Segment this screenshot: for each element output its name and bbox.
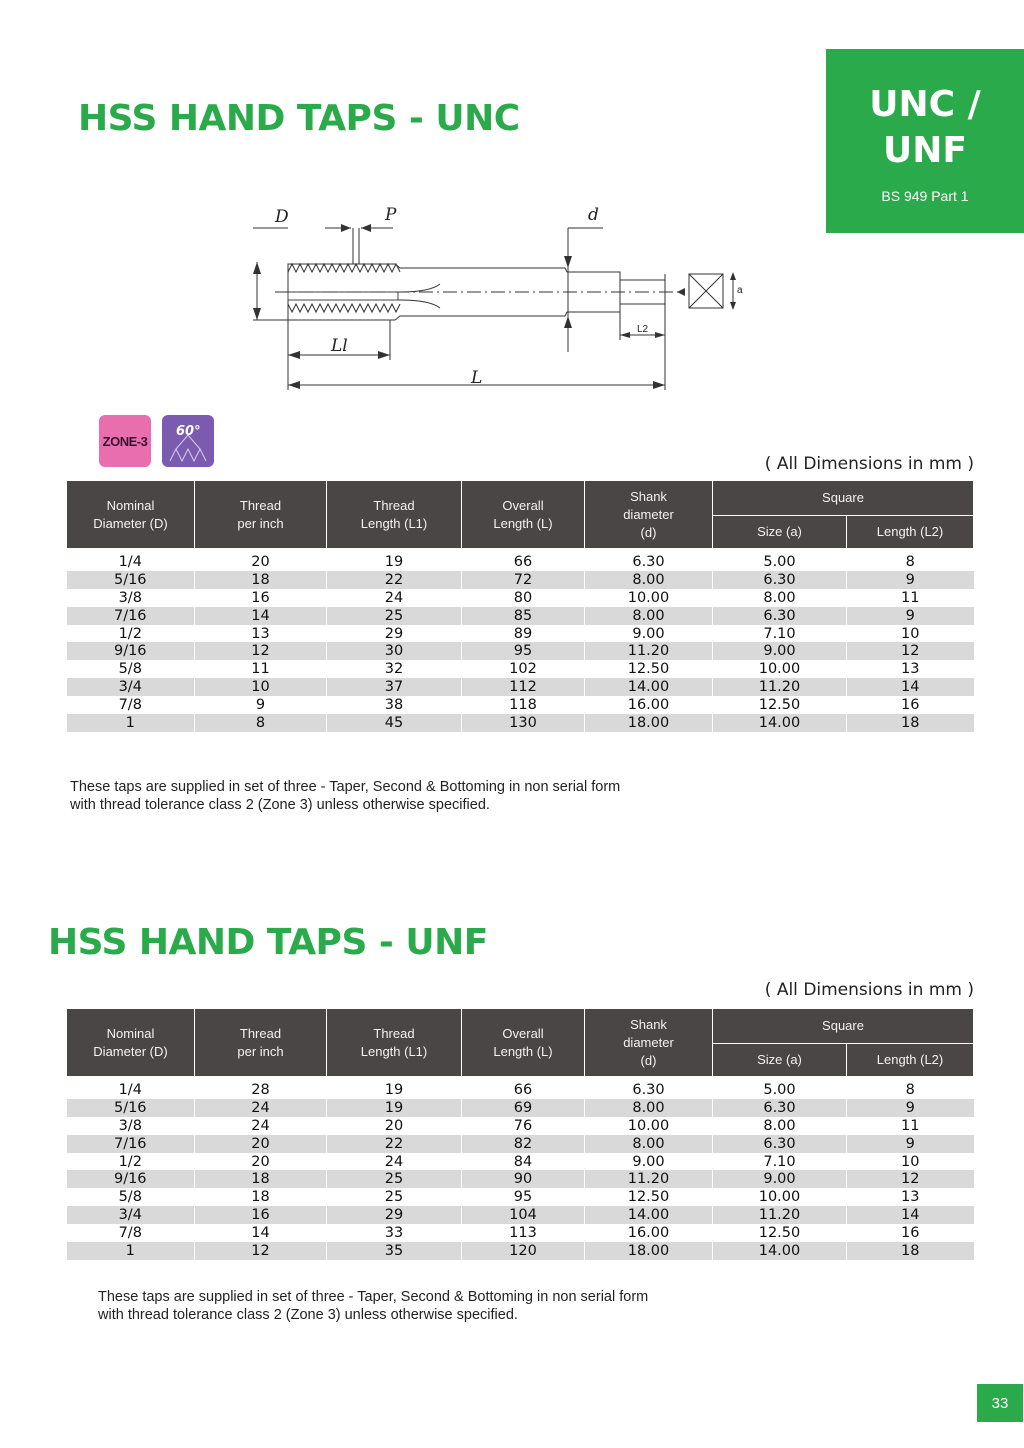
cell-threads-per-inch: 20 bbox=[195, 549, 327, 571]
cell-nominal-diameter: 1/4 bbox=[118, 553, 142, 570]
cell-nominal-diameter: 1/2 bbox=[118, 1153, 142, 1170]
flute-band bbox=[288, 292, 398, 300]
cell-shank-diameter: 8.00 bbox=[585, 607, 713, 625]
cell-overall-length: 66 bbox=[462, 549, 585, 571]
cell-overall-length: 84 bbox=[462, 1153, 585, 1171]
cell-overall-length: 76 bbox=[462, 1117, 585, 1135]
table-row bbox=[67, 589, 974, 607]
table-row bbox=[67, 678, 974, 696]
cell-shank-diameter: 11.20 bbox=[585, 1170, 713, 1188]
cell-nominal-diameter: 7/16 bbox=[67, 607, 195, 625]
cell-threads-per-inch: 28 bbox=[195, 1077, 327, 1099]
unf-spec-table bbox=[66, 1008, 974, 1260]
cell-square-length: 11 bbox=[847, 1117, 974, 1135]
cell-overall-length: 104 bbox=[462, 1206, 585, 1224]
table-row bbox=[67, 1170, 974, 1188]
cell-square-size: 7.10 bbox=[713, 625, 847, 643]
header-nominal-diameter: Nominal Diameter (D) bbox=[67, 481, 195, 549]
dim-label-L2: L2 bbox=[637, 324, 649, 335]
cell-thread-length: 20 bbox=[327, 1117, 462, 1135]
dim-label-L1: Ll bbox=[331, 336, 348, 356]
cell-shank-diameter: 14.00 bbox=[585, 1206, 713, 1224]
cell-thread-length: 35 bbox=[327, 1242, 462, 1260]
cell-threads-per-inch: 18 bbox=[195, 571, 327, 589]
thread-teeth-bottom bbox=[288, 304, 400, 312]
cell-nominal-diameter: 5/16 bbox=[67, 571, 195, 589]
cell-thread-length: 37 bbox=[327, 678, 462, 696]
cell-nominal-diameter: 7/8 bbox=[118, 697, 142, 714]
cell-square-length: 14 bbox=[847, 1206, 974, 1224]
cell-square-size: 9.00 bbox=[713, 642, 847, 660]
table-row bbox=[67, 1077, 974, 1099]
cell-nominal-diameter: 3/4 bbox=[67, 678, 195, 696]
cell-square-size: 8.00 bbox=[713, 589, 847, 607]
cell-overall-length: 90 bbox=[462, 1170, 585, 1188]
cell-square-length: 10 bbox=[847, 625, 974, 643]
cell-square-length: 8 bbox=[847, 549, 974, 571]
unc-spec-table bbox=[66, 480, 974, 732]
table-row bbox=[67, 1188, 974, 1206]
cell-overall-length: 112 bbox=[462, 678, 585, 696]
cell-shank-diameter: 11.20 bbox=[585, 642, 713, 660]
cell-threads-per-inch: 13 bbox=[195, 625, 327, 643]
cell-shank-diameter: 6.30 bbox=[585, 549, 713, 571]
cell-square-length: 13 bbox=[847, 660, 974, 678]
cell-square-length: 9 bbox=[847, 571, 974, 589]
corner-label-line2: UNF bbox=[883, 130, 967, 171]
header-overall-length: Overall Length (L) bbox=[462, 1009, 585, 1077]
header-square: Square bbox=[713, 1009, 974, 1044]
cell-shank-diameter: 18.00 bbox=[585, 714, 713, 732]
cell-overall-length: 95 bbox=[462, 1188, 585, 1206]
cell-square-length: 11 bbox=[847, 589, 974, 607]
cell-square-length: 9 bbox=[847, 1099, 974, 1117]
cell-thread-length: 38 bbox=[327, 696, 462, 714]
cell-thread-length: 19 bbox=[327, 1099, 462, 1117]
thread-teeth-top bbox=[288, 264, 400, 272]
cell-threads-per-inch: 24 bbox=[195, 1099, 327, 1117]
cell-square-size: 5.00 bbox=[713, 1077, 847, 1099]
cell-overall-length: 102 bbox=[462, 660, 585, 678]
cell-overall-length: 118 bbox=[462, 696, 585, 714]
unf-dimensions-note: ( All Dimensions in mm ) bbox=[764, 980, 974, 1000]
corner-label-standard: BS 949 Part 1 bbox=[881, 188, 969, 204]
cell-overall-length: 72 bbox=[462, 571, 585, 589]
cell-overall-length: 130 bbox=[462, 714, 585, 732]
cell-thread-length: 22 bbox=[327, 1135, 462, 1153]
table-row bbox=[67, 1117, 974, 1135]
cell-thread-length: 24 bbox=[327, 1153, 462, 1171]
unc-footnote-line2: with thread tolerance class 2 (Zone 3) unless otherwise specified. bbox=[70, 797, 490, 813]
cell-square-size: 9.00 bbox=[713, 1170, 847, 1188]
cell-square-length: 12 bbox=[847, 642, 974, 660]
header-overall-length: Overall Length (L) bbox=[462, 481, 585, 549]
cell-square-length: 16 bbox=[847, 696, 974, 714]
cell-thread-length: 22 bbox=[327, 571, 462, 589]
header-square-size: Size (a) bbox=[713, 1044, 847, 1077]
cell-shank-diameter: 10.00 bbox=[585, 589, 713, 607]
cell-square-size: 10.00 bbox=[713, 1188, 847, 1206]
thread-angle-badge bbox=[162, 415, 214, 467]
cell-thread-length: 45 bbox=[327, 714, 462, 732]
header-threads-per-inch: Thread per inch bbox=[195, 1009, 327, 1077]
cell-overall-length: 66 bbox=[462, 1077, 585, 1099]
header-square-size: Size (a) bbox=[713, 516, 847, 549]
dim-label-a: a bbox=[737, 285, 743, 296]
table-row bbox=[67, 607, 974, 625]
header-nominal-diameter: Nominal Diameter (D) bbox=[67, 1009, 195, 1077]
cell-threads-per-inch: 20 bbox=[195, 1135, 327, 1153]
cell-shank-diameter: 8.00 bbox=[585, 1135, 713, 1153]
cell-shank-diameter: 8.00 bbox=[585, 1099, 713, 1117]
cell-threads-per-inch: 18 bbox=[195, 1188, 327, 1206]
cell-threads-per-inch: 10 bbox=[195, 678, 327, 696]
page-number: 33 bbox=[977, 1384, 1023, 1422]
table-row bbox=[67, 1206, 974, 1224]
cell-thread-length: 25 bbox=[327, 1170, 462, 1188]
cell-thread-length: 30 bbox=[327, 642, 462, 660]
cell-thread-length: 25 bbox=[327, 1188, 462, 1206]
tap-dimension-diagram bbox=[245, 200, 765, 400]
cell-thread-length: 32 bbox=[327, 660, 462, 678]
cell-nominal-diameter: 1/2 bbox=[118, 625, 142, 642]
zone-3-badge bbox=[99, 415, 151, 467]
cell-square-length: 10 bbox=[847, 1153, 974, 1171]
cell-shank-diameter: 9.00 bbox=[585, 1153, 713, 1171]
cell-square-size: 6.30 bbox=[713, 607, 847, 625]
table-row bbox=[67, 1099, 974, 1117]
cell-square-size: 14.00 bbox=[713, 714, 847, 732]
cell-shank-diameter: 14.00 bbox=[585, 678, 713, 696]
table-row bbox=[67, 625, 974, 643]
header-threads-per-inch: Thread per inch bbox=[195, 481, 327, 549]
cell-shank-diameter: 16.00 bbox=[585, 1224, 713, 1242]
cell-nominal-diameter: 9/16 bbox=[67, 1170, 195, 1188]
unf-footnote bbox=[98, 1288, 648, 1324]
cell-overall-length: 120 bbox=[462, 1242, 585, 1260]
cell-square-size: 14.00 bbox=[713, 1242, 847, 1260]
cell-nominal-diameter: 1 bbox=[67, 1242, 195, 1260]
cell-overall-length: 113 bbox=[462, 1224, 585, 1242]
cell-nominal-diameter: 3/4 bbox=[67, 1206, 195, 1224]
cell-shank-diameter: 10.00 bbox=[585, 1117, 713, 1135]
cell-overall-length: 69 bbox=[462, 1099, 585, 1117]
cell-shank-diameter: 12.50 bbox=[585, 1188, 713, 1206]
cell-square-size: 8.00 bbox=[713, 1117, 847, 1135]
thread-angle-icon bbox=[162, 415, 214, 467]
dim-label-P: P bbox=[385, 205, 397, 225]
cell-shank-diameter: 12.50 bbox=[585, 660, 713, 678]
cell-shank-diameter: 16.00 bbox=[585, 696, 713, 714]
header-square-length: Length (L2) bbox=[847, 1044, 974, 1077]
header-square: Square bbox=[713, 481, 974, 516]
cell-nominal-diameter: 3/8 bbox=[118, 589, 142, 606]
cell-thread-length: 33 bbox=[327, 1224, 462, 1242]
cell-overall-length: 85 bbox=[462, 607, 585, 625]
cell-threads-per-inch: 12 bbox=[195, 642, 327, 660]
header-shank-diameter: Shank diameter (d) bbox=[585, 1009, 713, 1077]
table-row bbox=[67, 549, 974, 571]
unc-dimensions-note: ( All Dimensions in mm ) bbox=[764, 454, 974, 474]
flute-upper bbox=[288, 284, 440, 292]
cell-nominal-diameter: 7/8 bbox=[118, 1225, 142, 1242]
header-thread-length: Thread Length (L1) bbox=[327, 1009, 462, 1077]
cell-square-length: 13 bbox=[847, 1188, 974, 1206]
dim-label-d: d bbox=[588, 205, 599, 225]
cell-threads-per-inch: 8 bbox=[195, 714, 327, 732]
cell-shank-diameter: 18.00 bbox=[585, 1242, 713, 1260]
cell-threads-per-inch: 18 bbox=[195, 1170, 327, 1188]
cell-square-length: 16 bbox=[847, 1224, 974, 1242]
cell-thread-length: 19 bbox=[327, 1077, 462, 1099]
cell-square-size: 6.30 bbox=[713, 1099, 847, 1117]
cell-square-length: 12 bbox=[847, 1170, 974, 1188]
cell-nominal-diameter: 7/16 bbox=[67, 1135, 195, 1153]
dim-label-D: D bbox=[275, 207, 289, 227]
cell-threads-per-inch: 16 bbox=[195, 1206, 327, 1224]
table-row bbox=[67, 1242, 974, 1260]
corner-label-line1: UNC / bbox=[869, 84, 981, 125]
unc-footnote-line1: These taps are supplied in set of three - Taper, Second & Bottoming in non serial form bbox=[70, 779, 621, 795]
cell-threads-per-inch: 12 bbox=[195, 1242, 327, 1260]
cell-thread-length: 29 bbox=[327, 1206, 462, 1224]
cell-square-size: 6.30 bbox=[713, 571, 847, 589]
unc-table-body bbox=[67, 549, 974, 732]
corner-label-box bbox=[826, 49, 1024, 233]
cell-thread-length: 19 bbox=[327, 549, 462, 571]
cell-square-size: 6.30 bbox=[713, 1135, 847, 1153]
cell-nominal-diameter: 3/8 bbox=[118, 1117, 142, 1134]
cell-square-size: 12.50 bbox=[713, 696, 847, 714]
unf-table-body bbox=[67, 1077, 974, 1260]
cell-square-size: 11.20 bbox=[713, 678, 847, 696]
cell-nominal-diameter: 5/8 bbox=[118, 1189, 142, 1206]
cell-square-length: 9 bbox=[847, 607, 974, 625]
cell-overall-length: 89 bbox=[462, 625, 585, 643]
table-row bbox=[67, 1153, 974, 1171]
cell-threads-per-inch: 14 bbox=[195, 607, 327, 625]
cell-overall-length: 95 bbox=[462, 642, 585, 660]
cell-nominal-diameter: 5/16 bbox=[67, 1099, 195, 1117]
cell-square-length: 18 bbox=[847, 714, 974, 732]
cell-square-length: 14 bbox=[847, 678, 974, 696]
unf-section-title: HSS HAND TAPS - UNF bbox=[48, 922, 488, 963]
cell-square-size: 11.20 bbox=[713, 1206, 847, 1224]
cell-nominal-diameter: 1/4 bbox=[118, 1081, 142, 1098]
table-row bbox=[67, 642, 974, 660]
cell-threads-per-inch: 16 bbox=[195, 589, 327, 607]
zone-badge-label: ZONE-3 bbox=[102, 433, 148, 449]
table-row bbox=[67, 696, 974, 714]
table-row bbox=[67, 571, 974, 589]
cell-square-length: 18 bbox=[847, 1242, 974, 1260]
cell-threads-per-inch: 11 bbox=[195, 660, 327, 678]
cell-square-length: 9 bbox=[847, 1135, 974, 1153]
cell-threads-per-inch: 24 bbox=[195, 1117, 327, 1135]
unc-footnote bbox=[70, 778, 620, 814]
cell-threads-per-inch: 14 bbox=[195, 1224, 327, 1242]
header-thread-length: Thread Length (L1) bbox=[327, 481, 462, 549]
cell-square-size: 5.00 bbox=[713, 549, 847, 571]
unf-footnote-line1: These taps are supplied in set of three - Taper, Second & Bottoming in non serial form bbox=[98, 1289, 649, 1305]
cell-square-size: 10.00 bbox=[713, 660, 847, 678]
cell-nominal-diameter: 1 bbox=[67, 714, 195, 732]
cell-overall-length: 82 bbox=[462, 1135, 585, 1153]
cell-nominal-diameter: 5/8 bbox=[118, 661, 142, 678]
dim-label-L: L bbox=[471, 368, 483, 388]
header-shank-diameter: Shank diameter (d) bbox=[585, 481, 713, 549]
cell-shank-diameter: 8.00 bbox=[585, 571, 713, 589]
header-square-length: Length (L2) bbox=[847, 516, 974, 549]
cell-overall-length: 80 bbox=[462, 589, 585, 607]
table-row bbox=[67, 1224, 974, 1242]
cell-square-size: 7.10 bbox=[713, 1153, 847, 1171]
cell-shank-diameter: 6.30 bbox=[585, 1077, 713, 1099]
cell-threads-per-inch: 9 bbox=[195, 696, 327, 714]
table-row bbox=[67, 714, 974, 732]
cell-nominal-diameter: 9/16 bbox=[67, 642, 195, 660]
table-row bbox=[67, 660, 974, 678]
angle-badge-label: 60° bbox=[176, 424, 201, 439]
cell-square-size: 12.50 bbox=[713, 1224, 847, 1242]
cell-shank-diameter: 9.00 bbox=[585, 625, 713, 643]
cell-square-length: 8 bbox=[847, 1077, 974, 1099]
cell-thread-length: 24 bbox=[327, 589, 462, 607]
unc-section-title: HSS HAND TAPS - UNC bbox=[78, 98, 520, 139]
table-row bbox=[67, 1135, 974, 1153]
cell-thread-length: 29 bbox=[327, 625, 462, 643]
cell-threads-per-inch: 20 bbox=[195, 1153, 327, 1171]
cell-thread-length: 25 bbox=[327, 607, 462, 625]
unf-footnote-line2: with thread tolerance class 2 (Zone 3) unless otherwise specified. bbox=[98, 1307, 518, 1323]
